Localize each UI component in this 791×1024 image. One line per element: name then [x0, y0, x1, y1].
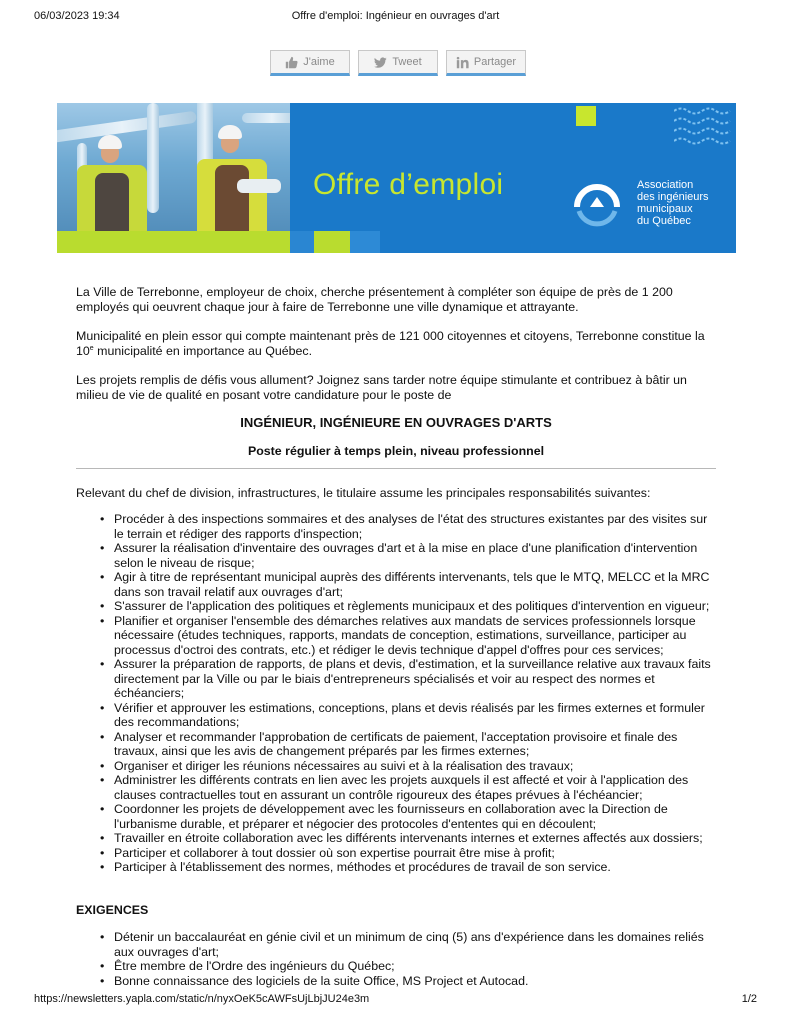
wave-pattern-icon	[674, 105, 732, 151]
intro-paragraph-1: La Ville de Terrebonne, employeur de choix, cherche présentement à compléter son équipe de près de 1 200 employés qui oeuvrent chaque jour à faire de Terrebonne une ville dynamique et attrayante.	[76, 285, 673, 314]
tweet-label: Tweet	[392, 56, 422, 68]
requirements-heading: EXIGENCES	[76, 903, 149, 917]
share-button[interactable]	[446, 50, 526, 76]
list-item: • Participer à l'établissement des normes, méthodes et procédures de travail de son service.	[76, 860, 716, 875]
job-offer-banner	[57, 103, 736, 253]
banner-heading: Offre d’emploi	[313, 168, 504, 201]
tweet-button[interactable]	[358, 50, 438, 76]
list-item: • Coordonner les projets de développement avec les fournisseurs en collaboration avec la Direction de l'urbanisme durable, et préparer et négocier des protocoles d'ententes qui en découlent;	[76, 802, 716, 831]
list-item: • Assurer la réalisation d'inventaire des ouvrages d'art et à la mise en place d'une planification d'intervention selon le niveau de risque;	[76, 541, 716, 570]
print-datetime: 06/03/2023 19:34	[34, 10, 120, 22]
page-number: 1/2	[741, 993, 757, 1005]
position-title: INGÉNIEUR, INGÉNIEURE EN OUVRAGES D'ARTS	[240, 415, 552, 430]
share-bar	[270, 50, 526, 76]
linkedin-icon	[456, 56, 469, 69]
list-item: • Administrer les différents contrats en lien avec les projets auxquels il est affecté et voir à l'application des clauses contractuelles tout en assurant un contrôle rigoureux des étapes prévues à l'échéancier;	[76, 773, 716, 802]
list-item: • Participer et collaborer à tout dossier où son expertise pourrait être mise à profit;	[76, 846, 716, 861]
list-item: • Agir à titre de représentant municipal auprès des différents intervenants, tels que le MTQ, MELCC et la MRC dans son travail relatif aux ouvrages d'art;	[76, 570, 716, 599]
position-subtitle: Poste régulier à temps plein, niveau professionnel	[247, 444, 545, 458]
list-item: • Vérifier et approuver les estimations, conceptions, plans et devis réalisés par les firmes externes et formuler des recommandations;	[76, 701, 716, 730]
decorative-square	[576, 106, 596, 126]
like-button[interactable]	[270, 50, 350, 76]
print-title: Offre d'emploi: Ingénieur en ouvrages d'art	[291, 10, 500, 22]
list-item: • Organiser et diriger les réunions nécessaires au suivi et à la réalisation des travaux;	[76, 759, 716, 774]
divider	[76, 468, 716, 469]
share-label: Partager	[473, 56, 517, 68]
print-header	[34, 10, 757, 24]
list-item: • Procéder à des inspections sommaires et des analyses de l'état des structures existantes par des visites sur le terrain et rédiger des rapports d'inspection;	[76, 512, 716, 541]
list-item: • Bonne connaissance des logiciels de la suite Office, MS Project et Autocad.	[76, 974, 716, 989]
like-label: J'aime	[303, 56, 335, 68]
list-item: • Être membre de l'Ordre des ingénieurs du Québec;	[76, 959, 716, 974]
intro-paragraph-2: Municipalité en plein essor qui compte maintenant près de 121 000 citoyennes et citoyens, Terrebonne constitue la 10e municipalité en importance au Québec.	[76, 329, 705, 358]
list-item: • Travailler en étroite collaboration avec les différents intervenants internes et externes affectés aux dossiers;	[76, 831, 716, 846]
aimq-logo-icon	[569, 173, 625, 229]
list-item: • Planifier et organiser l'ensemble des démarches relatives aux mandats de services professionnels lorsque nécessaire (études techniques, rapports, mandats de conception, estimations, surveillance, participer au processus d'octroi des contrats, etc.) et rédiger le devis technique d'appel d'offres pour ces services;	[76, 614, 716, 658]
list-item: • Analyser et recommander l'approbation de certificats de paiement, l'acceptation provisoire et finale des travaux, ainsi que les avis de changement préparés par les firmes externes;	[76, 730, 716, 759]
twitter-bird-icon	[374, 56, 387, 69]
list-item: • Assurer la préparation de rapports, de plans et devis, d'estimation, et la surveillance relative aux travaux faits directement par la Ville ou par le biais d'entrepreneurs spécialisés et voir au respect des normes et échéanciers;	[76, 657, 716, 701]
association-name: Association des ingénieurs municipaux du Québec	[637, 179, 709, 227]
responsibilities-list	[76, 512, 716, 875]
thumbs-up-icon	[285, 56, 298, 69]
list-item: • S'assurer de l'application des politiques et règlements municipaux et des politiques d'intervention en vigueur;	[76, 599, 716, 614]
responsibilities-intro: Relevant du chef de division, infrastructures, le titulaire assume les principales responsabilités suivantes:	[76, 486, 651, 500]
requirements-list	[76, 930, 716, 988]
list-item: • Détenir un baccalauréat en génie civil et un minimum de cinq (5) ans d'expérience dans les domaines reliés aux ouvrages d'art;	[76, 930, 716, 959]
page-url: https://newsletters.yapla.com/static/n/nyxOeK5cAWFsUjLbjJU24e3m	[34, 993, 370, 1005]
intro-paragraph-3: Les projets remplis de défis vous allument? Joignez sans tarder notre équipe stimulante et contribuez à bâtir un milieu de vie de qualité en posant votre candidature pour le poste de	[76, 373, 687, 402]
